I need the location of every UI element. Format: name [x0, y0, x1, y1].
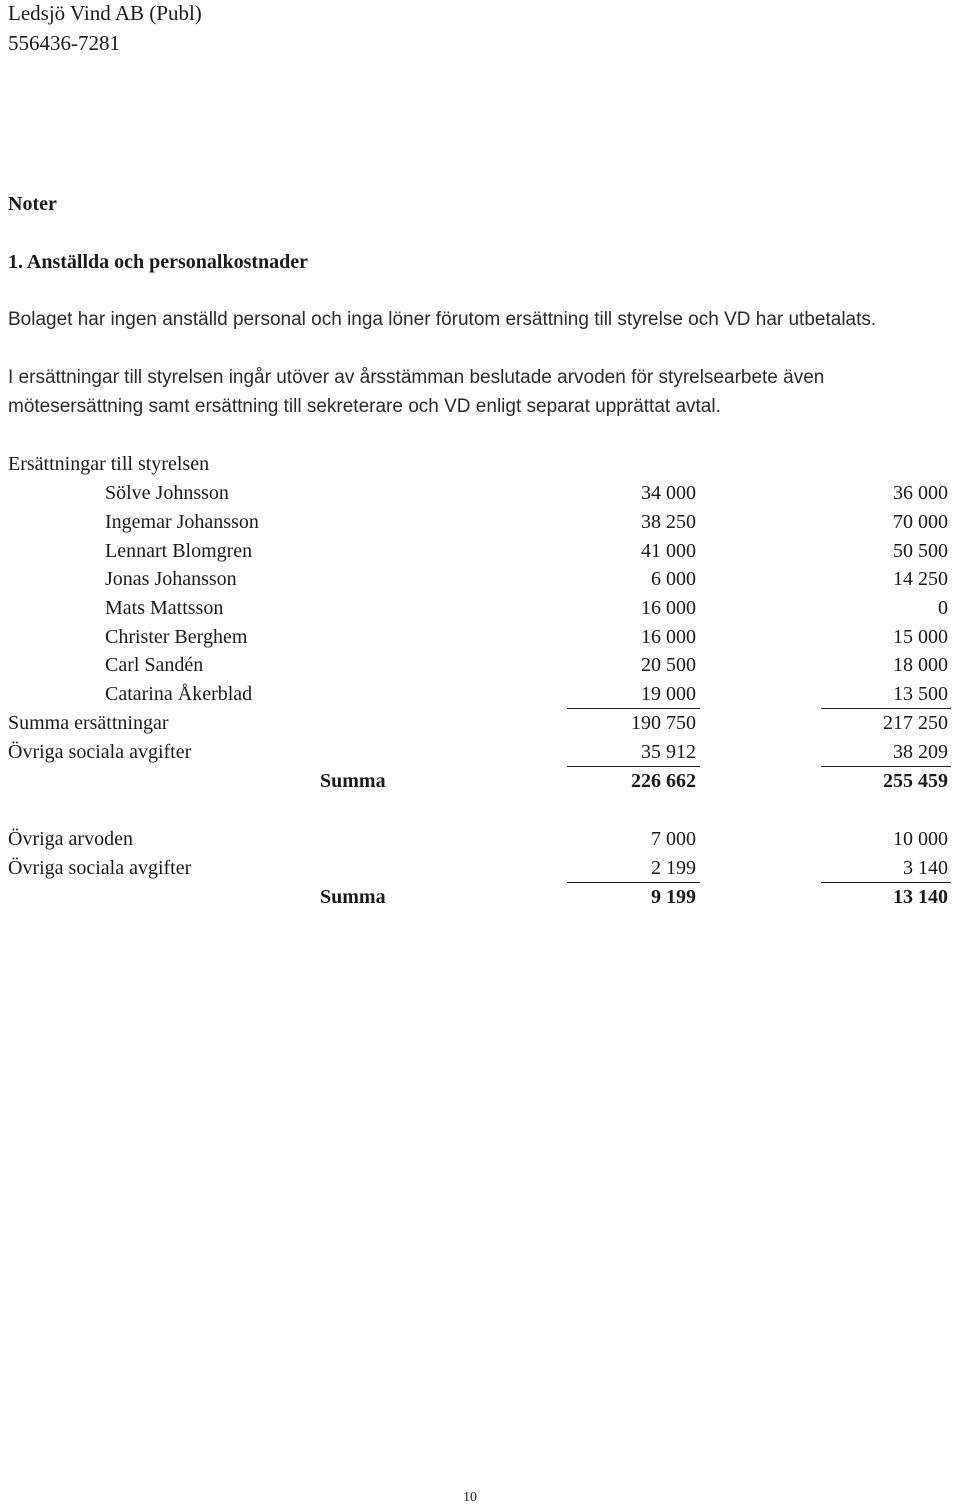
member-amount-year1: 38 250	[641, 511, 696, 533]
subtotal-rule-year2	[821, 708, 951, 709]
member-name: Ingemar Johansson	[105, 511, 259, 533]
member-amount-year2: 36 000	[893, 482, 948, 504]
member-name: Jonas Johansson	[105, 568, 237, 590]
member-amount-year1: 16 000	[641, 597, 696, 619]
member-amount-year1: 19 000	[641, 683, 696, 705]
member-amount-year1: 41 000	[641, 540, 696, 562]
total-rule-year2	[821, 766, 951, 767]
social-fees-year1: 35 912	[641, 741, 696, 763]
member-amount-year1: 16 000	[641, 626, 696, 648]
board-compensation-heading: Ersättningar till styrelsen	[8, 453, 210, 475]
member-amount-year2: 15 000	[893, 626, 948, 648]
member-name: Mats Mattsson	[105, 597, 224, 619]
total-year1: 226 662	[631, 770, 696, 792]
other-total-year1: 9 199	[651, 886, 696, 908]
member-name: Catarina Åkerblad	[105, 683, 253, 705]
other-total-rule-year1	[567, 882, 700, 883]
member-name: Carl Sandén	[105, 654, 204, 676]
paragraph-compensation-line1: I ersättningar till styrelsen ingår utöver av årsstämman beslutade arvoden för styrelsearbete även	[8, 367, 825, 388]
other-fees-year2: 10 000	[893, 828, 948, 850]
member-amount-year2: 18 000	[893, 654, 948, 676]
other-fees-label: Övriga arvoden	[8, 828, 133, 850]
social-fees-year2: 38 209	[893, 741, 948, 763]
member-name: Lennart Blomgren	[105, 540, 253, 562]
member-amount-year2: 0	[938, 597, 948, 619]
total-rule-year1	[567, 766, 700, 767]
member-amount-year2: 70 000	[893, 511, 948, 533]
other-social-fees-label: Övriga sociala avgifter	[8, 857, 192, 879]
social-fees-label: Övriga sociala avgifter	[8, 741, 192, 763]
other-social-fees-year2: 3 140	[903, 857, 948, 879]
member-amount-year1: 20 500	[641, 654, 696, 676]
total-label: Summa	[320, 770, 386, 792]
total-year2: 255 459	[883, 770, 948, 792]
other-social-fees-year1: 2 199	[651, 857, 696, 879]
other-fees-year1: 7 000	[651, 828, 696, 850]
other-total-label: Summa	[320, 886, 386, 908]
other-total-rule-year2	[821, 882, 951, 883]
member-amount-year2: 14 250	[893, 568, 948, 590]
member-amount-year1: 6 000	[651, 568, 696, 590]
member-amount-year2: 50 500	[893, 540, 948, 562]
member-amount-year2: 13 500	[893, 683, 948, 705]
org-number: 556436-7281	[8, 31, 120, 55]
subtotal-label: Summa ersättningar	[8, 712, 169, 734]
subtotal-year1: 190 750	[631, 712, 696, 734]
member-name: Sölve Johnsson	[105, 482, 229, 504]
company-name: Ledsjö Vind AB (Publ)	[8, 1, 202, 25]
section-title: 1. Anställda och personalkostnader	[8, 251, 309, 273]
member-name: Christer Berghem	[105, 626, 248, 648]
subtotal-year2: 217 250	[883, 712, 948, 734]
page-number: 10	[463, 1490, 477, 1505]
notes-title: Noter	[8, 193, 57, 215]
paragraph-staff: Bolaget har ingen anställd personal och inga löner förutom ersättning till styrelse och VD har utbetalats.	[8, 309, 877, 330]
paragraph-compensation-line2: mötesersättning samt ersättning till sekreterare och VD enligt separat upprättat avtal.	[8, 396, 721, 417]
member-amount-year1: 34 000	[641, 482, 696, 504]
subtotal-rule-year1	[567, 708, 700, 709]
other-total-year2: 13 140	[893, 886, 948, 908]
